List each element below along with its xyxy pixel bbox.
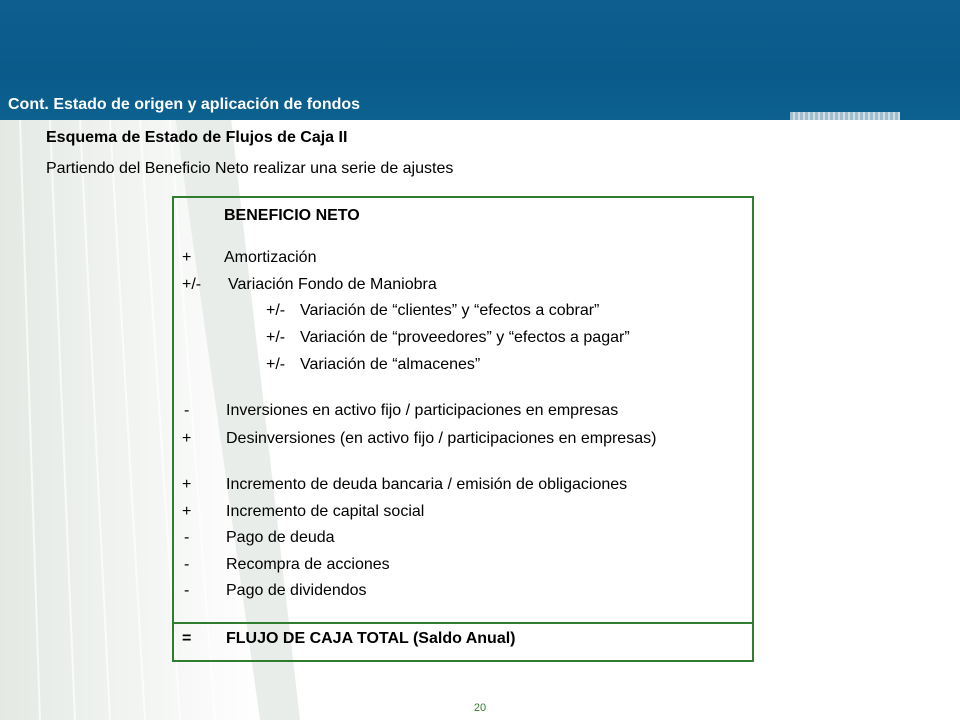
page-number: 20 bbox=[473, 702, 487, 714]
item-sign: - bbox=[184, 582, 190, 599]
item-text: Recompra de acciones bbox=[226, 556, 390, 573]
item-text: Variación de “almacenes” bbox=[300, 356, 481, 373]
intro-text: Partiendo del Beneficio Neto realizar una serie de ajustes bbox=[46, 160, 454, 177]
item-sign: + bbox=[182, 503, 192, 520]
item-text: Inversiones en activo fijo / participaciones en empresas bbox=[226, 402, 619, 419]
item-text: Amortización bbox=[224, 249, 317, 266]
cash-flow-scheme-box bbox=[172, 196, 754, 662]
item-sign: - bbox=[184, 529, 190, 546]
box-heading: BENEFICIO NETO bbox=[224, 207, 360, 224]
item-sign: +/- bbox=[266, 356, 286, 373]
total-divider bbox=[174, 622, 752, 624]
item-text: Variación de “proveedores” y “efectos a pagar” bbox=[300, 329, 630, 346]
item-sign: +/- bbox=[182, 276, 202, 293]
item-text: Variación de “clientes” y “efectos a cobrar” bbox=[300, 302, 600, 319]
item-sign: +/- bbox=[266, 302, 286, 319]
item-text: Incremento de capital social bbox=[226, 503, 425, 520]
item-text: Incremento de deuda bancaria / emisión de obligaciones bbox=[226, 476, 628, 493]
section-title: Cont. Estado de origen y aplicación de fondos bbox=[8, 96, 361, 113]
total-sign: = bbox=[182, 630, 192, 647]
header-decoration bbox=[790, 112, 900, 120]
item-sign: - bbox=[184, 402, 190, 419]
item-text: Pago de deuda bbox=[226, 529, 335, 546]
item-sign: - bbox=[184, 556, 190, 573]
total-text: FLUJO DE CAJA TOTAL (Saldo Anual) bbox=[226, 630, 516, 647]
item-sign: + bbox=[182, 249, 192, 266]
item-sign: +/- bbox=[266, 329, 286, 346]
item-text: Variación Fondo de Maniobra bbox=[228, 276, 437, 293]
item-text: Desinversiones (en activo fijo / participaciones en empresas) bbox=[226, 430, 657, 447]
item-sign: + bbox=[182, 476, 192, 493]
item-text: Pago de dividendos bbox=[226, 582, 367, 599]
item-sign: + bbox=[182, 430, 192, 447]
slide-subtitle: Esquema de Estado de Flujos de Caja II bbox=[46, 129, 348, 146]
